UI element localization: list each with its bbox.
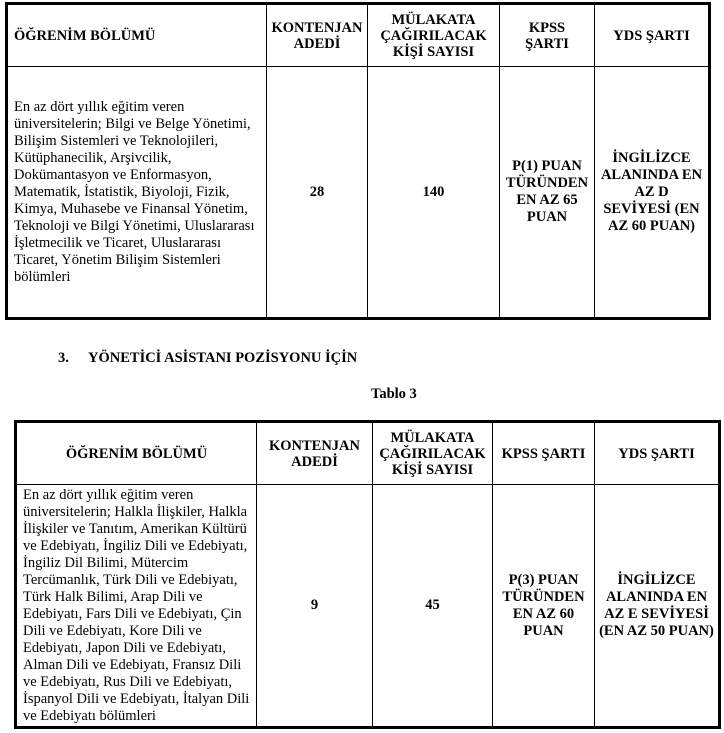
table-row	[16, 485, 720, 728]
section-title: YÖNETİCİ ASİSTANI POZİSYONU İÇİN	[88, 350, 358, 366]
header-quota-line1: KONTENJAN	[268, 437, 361, 454]
header-quota-line2: ADEDİ	[291, 453, 338, 470]
header-kpss	[500, 4, 595, 67]
header-kpss-line2: ŞARTI	[525, 35, 569, 52]
table-header-row	[16, 422, 720, 485]
header-yds: YDS ŞARTI	[595, 4, 710, 67]
header-interview-line3: KİŞİ SAYISI	[391, 461, 474, 478]
table-caption: Tablo 3	[371, 386, 417, 402]
table-header-row	[7, 4, 710, 67]
header-interview-line3: KİŞİ SAYISI	[392, 43, 475, 60]
header-quota-line2: ADEDİ	[293, 35, 341, 52]
header-department: ÖĞRENİM BÖLÜMÜ	[16, 422, 257, 485]
header-interview-line2: ÇAĞIRILACAK	[379, 445, 486, 462]
cell-department: En az dört yıllık eğitim veren üniversitelerin; Halkla İlişkiler, Halkla İlişkiler ve Tanıtım, Amerikan Kültürü ve Edebiyatı, İngiliz Dili ve Edebiyatı, İngiliz Dil Bilimi, Mütercim Tercümanlık, Türk Dili ve Edebiyatı, Türk Halk Bilimi, Arap Dili ve Edebiyatı, Fars Dili ve Edebiyatı, Çin Dili ve Edebiyatı, Kore Dili ve Edebiyatı, Japon Dili ve Edebiyatı, Alman Dili ve Edebiyatı, Fransız Dili ve Edebiyatı, Rus Dili ve Edebiyatı, İspanyol Dili ve Edebiyatı, İtalyan Dili ve Edebiyatı bölümleri	[16, 485, 257, 728]
header-interview-count	[368, 4, 500, 67]
cell-yds-requirement: İNGİLİZCE ALANINDA EN AZ E SEVİYESİ (EN AZ 50 PUAN)	[595, 485, 720, 728]
header-quota	[257, 422, 373, 485]
header-kpss-line1: KPSS	[528, 19, 566, 36]
cell-quota: 9	[257, 485, 373, 728]
header-interview-line1: MÜLAKATA	[391, 11, 476, 28]
section-heading	[58, 350, 357, 367]
header-quota-line1: KONTENJAN	[271, 19, 363, 36]
header-department: ÖĞRENİM BÖLÜMÜ	[7, 4, 267, 67]
table-row	[7, 67, 710, 319]
requirements-table-executive-assistant	[14, 420, 721, 729]
cell-yds-requirement: İNGİLİZCE ALANINDA EN AZ D SEVİYESİ (EN AZ 60 PUAN)	[595, 67, 710, 319]
cell-quota: 28	[267, 67, 368, 319]
cell-interview-count: 140	[368, 67, 500, 319]
requirements-table-previous	[5, 2, 711, 320]
header-quota	[267, 4, 368, 67]
section-number: 3.	[58, 350, 69, 366]
header-interview-line2: ÇAĞIRILACAK	[380, 27, 487, 44]
header-interview-line1: MÜLAKATA	[390, 429, 475, 446]
header-interview-count	[373, 422, 493, 485]
cell-kpss-requirement: P(1) PUAN TÜRÜNDEN EN AZ 65 PUAN	[500, 67, 595, 319]
cell-interview-count: 45	[373, 485, 493, 728]
cell-department: En az dört yıllık eğitim veren üniversitelerin; Bilgi ve Belge Yönetimi, Bilişim Sistemleri ve Teknolojileri, Kütüphanecilik, Arşivcilik, Dokümantasyon ve Enformasyon, Matematik, İstatistik, Biyoloji, Fizik, Kimya, Muhasebe ve Finansal Yönetim, Teknoloji ve Bilgi Yönetimi, Uluslararası İşletmecilik ve Ticaret, Uluslararası Ticaret, Yönetim Bilişim Sistemleri bölümleri	[7, 67, 267, 319]
cell-kpss-requirement: P(3) PUAN TÜRÜNDEN EN AZ 60 PUAN	[493, 485, 595, 728]
header-kpss: KPSS ŞARTI	[493, 422, 595, 485]
header-yds: YDS ŞARTI	[595, 422, 720, 485]
